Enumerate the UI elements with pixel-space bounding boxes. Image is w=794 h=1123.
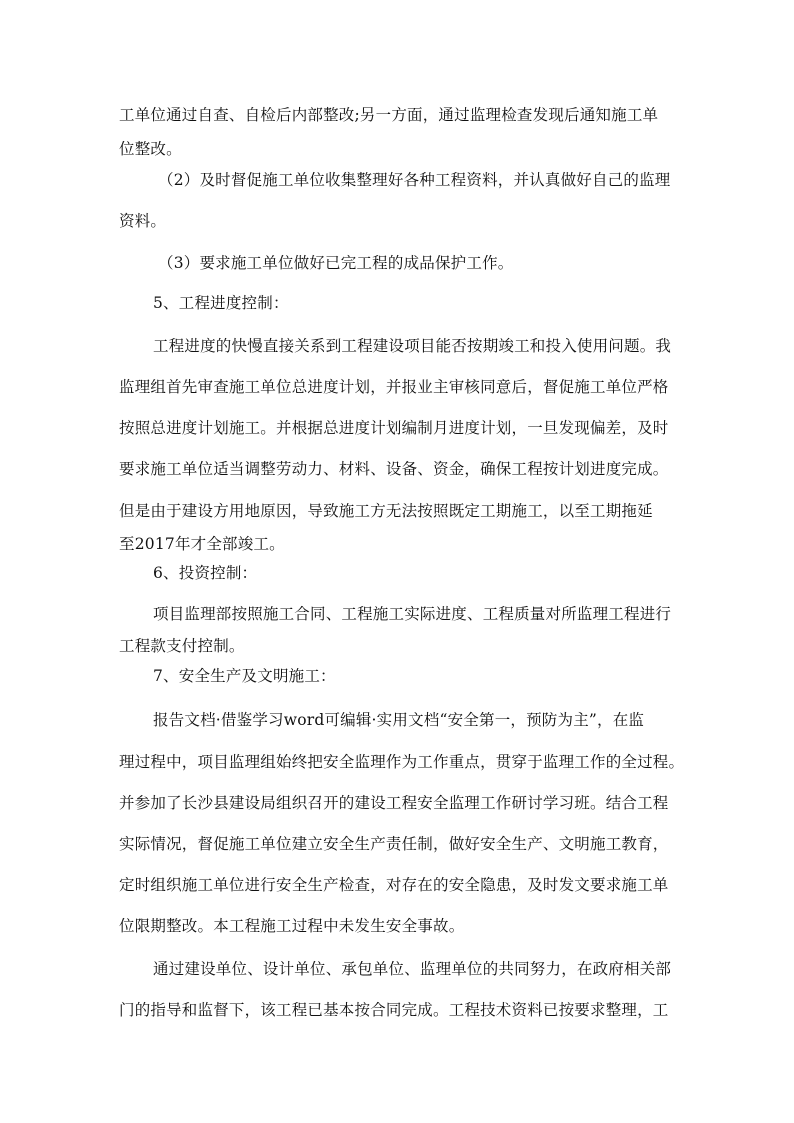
text-line: 门的指导和监督下，该工程已基本按合同完成。工程技术资料已按要求整理，工 — [119, 1001, 669, 1019]
text-line: （3）要求施工单位做好已完工程的成品保护工作。 — [158, 254, 514, 272]
text-line: 按照总进度计划施工。并根据总进度计划编制月进度计划，一旦发现偏差，及时 — [119, 419, 669, 437]
text-line: 监理组首先审查施工单位总进度计划，并报业主审核同意后，督促施工单位严格 — [119, 378, 669, 396]
text-line: 报告文档·借鉴学习word可编辑·实用文档“安全第一，预防为主”，在监 — [153, 711, 645, 729]
text-line: 通过建设单位、设计单位、承包单位、监理单位的共同努力，在政府相关部 — [153, 960, 672, 978]
text-line: 位限期整改。本工程施工过程中未发生安全事故。 — [119, 917, 465, 935]
text-line: 资料。 — [119, 212, 167, 230]
text-line: 理过程中，项目监理组始终把安全监理作为工作重点，贯穿于监理工作的全过程。 — [119, 753, 685, 771]
section-heading: 6、投资控制： — [153, 564, 258, 582]
text-line: 工程进度的快慢直接关系到工程建设项目能否按期竣工和投入使用问题。我 — [153, 337, 672, 355]
text-line: 位整改。 — [119, 140, 182, 158]
text-line: 但是由于建设方用地原因，导致施工方无法按照既定工期施工，以至工期拖延 — [119, 502, 653, 520]
text-line: 定时组织施工单位进行安全生产检查，对存在的安全隐患，及时发文要求施工单 — [119, 876, 669, 894]
text-line: 工单位通过自查、自检后内部整改;另一方面，通过监理检查发现后通知施工单 — [119, 106, 659, 124]
text-line: 要求施工单位适当调整劳动力、材料、设备、资金，确保工程按计划进度完成。 — [119, 460, 669, 478]
text-line: 项目监理部按照施工合同、工程施工实际进度、工程质量对所监理工程进行 — [153, 605, 672, 623]
text-line: 并参加了长沙县建设局组织召开的建设工程安全监理工作研讨学习班。结合工程 — [119, 794, 669, 812]
section-heading: 5、工程进度控制： — [153, 294, 289, 312]
text-line: 实际情况，督促施工单位建立安全生产责任制，做好安全生产、文明施工教育， — [119, 835, 669, 853]
text-line: （2）及时督促施工单位收集整理好各种工程资料，并认真做好自己的监理 — [158, 171, 671, 189]
section-heading: 7、安全生产及文明施工： — [153, 667, 336, 685]
text-line: 至2017年才全部竣工。 — [119, 535, 285, 553]
text-line: 工程款支付控制。 — [119, 637, 245, 655]
